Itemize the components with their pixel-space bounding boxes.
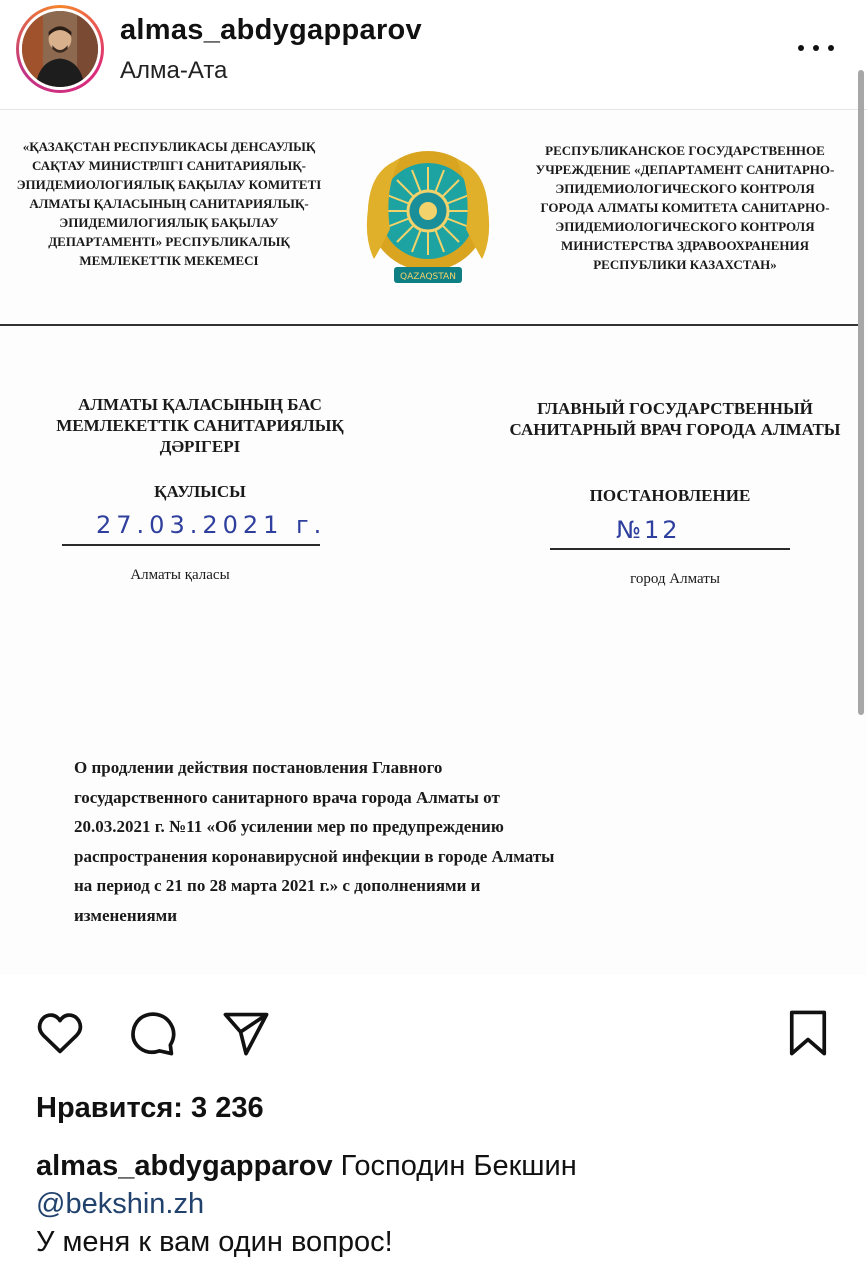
kz-title: АЛМАТЫ ҚАЛАСЫНЫҢ БАС МЕМЛЕКЕТТІК САНИТАРИЯЛЫҚ ДӘРІГЕРІ	[56, 395, 344, 456]
divider	[0, 324, 860, 326]
date-line	[62, 544, 320, 546]
avatar[interactable]	[22, 11, 98, 87]
kz-city: Алматы қаласы	[130, 567, 230, 583]
caption-question: У меня к вам один вопрос!	[36, 1226, 393, 1258]
emblem-icon	[360, 149, 496, 293]
like-count[interactable]: Нравится: 3 236	[36, 1092, 264, 1124]
number-line	[550, 548, 790, 550]
post-image[interactable]	[0, 111, 867, 975]
ru-org-header: РЕСПУБЛИКАНСКОЕ ГОСУДАРСТВЕННОЕ УЧРЕЖДЕНИЕ «ДЕПАРТАМЕНТ САНИТАРНО-ЭПИДЕМИОЛОГИЧЕСКОГО КОНТРОЛЯ ГОРОДА АЛМАТЫ КОМИТЕТА САНИТАРНО-ЭПИДЕМИОЛОГИЧЕСКОГО КОНТРОЛЯ МИНИСТЕРСТВА ЗДРАВООХРАНЕНИЯ РЕСПУБЛИКИ КАЗАХСТАН»	[535, 143, 835, 272]
username[interactable]: almas_abdygapparov	[120, 14, 422, 46]
bookmark-icon[interactable]	[780, 1005, 836, 1061]
action-bar	[0, 1005, 867, 1065]
story-ring[interactable]	[16, 5, 104, 93]
kz-org-header: «ҚАЗАҚСТАН РЕСПУБЛИКАСЫ ДЕНСАУЛЫҚ САҚТАУ МИНИСТРЛІГІ САНИТАРИЯЛЫҚ-ЭПИДЕМИОЛОГИЯЛЫҚ БАҚЫЛАУ КОМИТЕТІ АЛМАТЫ ҚАЛАСЫНЫҢ САНИТАРИЯЛЫҚ-ЭПИДЕМИЛОГИЯЛЫҚ БАҚЫЛАУ ДЕПАРТАМЕНТІ» РЕСПУБЛИКАЛЫҚ МЕМЛЕКЕТТІК МЕКЕМЕСІ	[16, 139, 322, 268]
handwritten-number: №12	[616, 516, 681, 544]
post-header	[0, 0, 867, 110]
share-icon[interactable]	[218, 1005, 274, 1061]
more-icon[interactable]	[798, 38, 834, 58]
caption	[36, 1147, 836, 1261]
svg-text:QAZAQSTAN: QAZAQSTAN	[400, 272, 456, 282]
scrollbar[interactable]	[858, 70, 864, 715]
avatar-image	[22, 11, 98, 87]
comment-icon[interactable]	[125, 1005, 181, 1061]
heart-icon[interactable]	[32, 1005, 88, 1061]
caption-mention[interactable]: @bekshin.zh	[36, 1188, 205, 1220]
handwritten-date: 27.03.2021 г.	[96, 511, 327, 539]
ru-title: ГЛАВНЫЙ ГОСУДАРСТВЕННЫЙ САНИТАРНЫЙ ВРАЧ ГОРОДА АЛМАТЫ	[509, 399, 841, 439]
kz-decree-label: ҚАУЛЫСЫ	[154, 482, 246, 501]
decree-subject: О продлении действия постановления Главного государственного санитарного врача города Алматы от 20.03.2021 г. №11 «Об усилении мер по предупреждению распространения коронавирусной инфекции в городе Алматы на период с 21 по 28 марта 2021 г.» с дополнениями и изменениями	[74, 758, 555, 925]
caption-username[interactable]: almas_abdygapparov	[36, 1150, 333, 1182]
ru-decree-label: ПОСТАНОВЛЕНИЕ	[589, 486, 751, 505]
ru-city: город Алматы	[630, 571, 720, 587]
location[interactable]: Алма-Ата	[120, 57, 228, 84]
caption-text: Господин Бекшин	[340, 1150, 577, 1182]
